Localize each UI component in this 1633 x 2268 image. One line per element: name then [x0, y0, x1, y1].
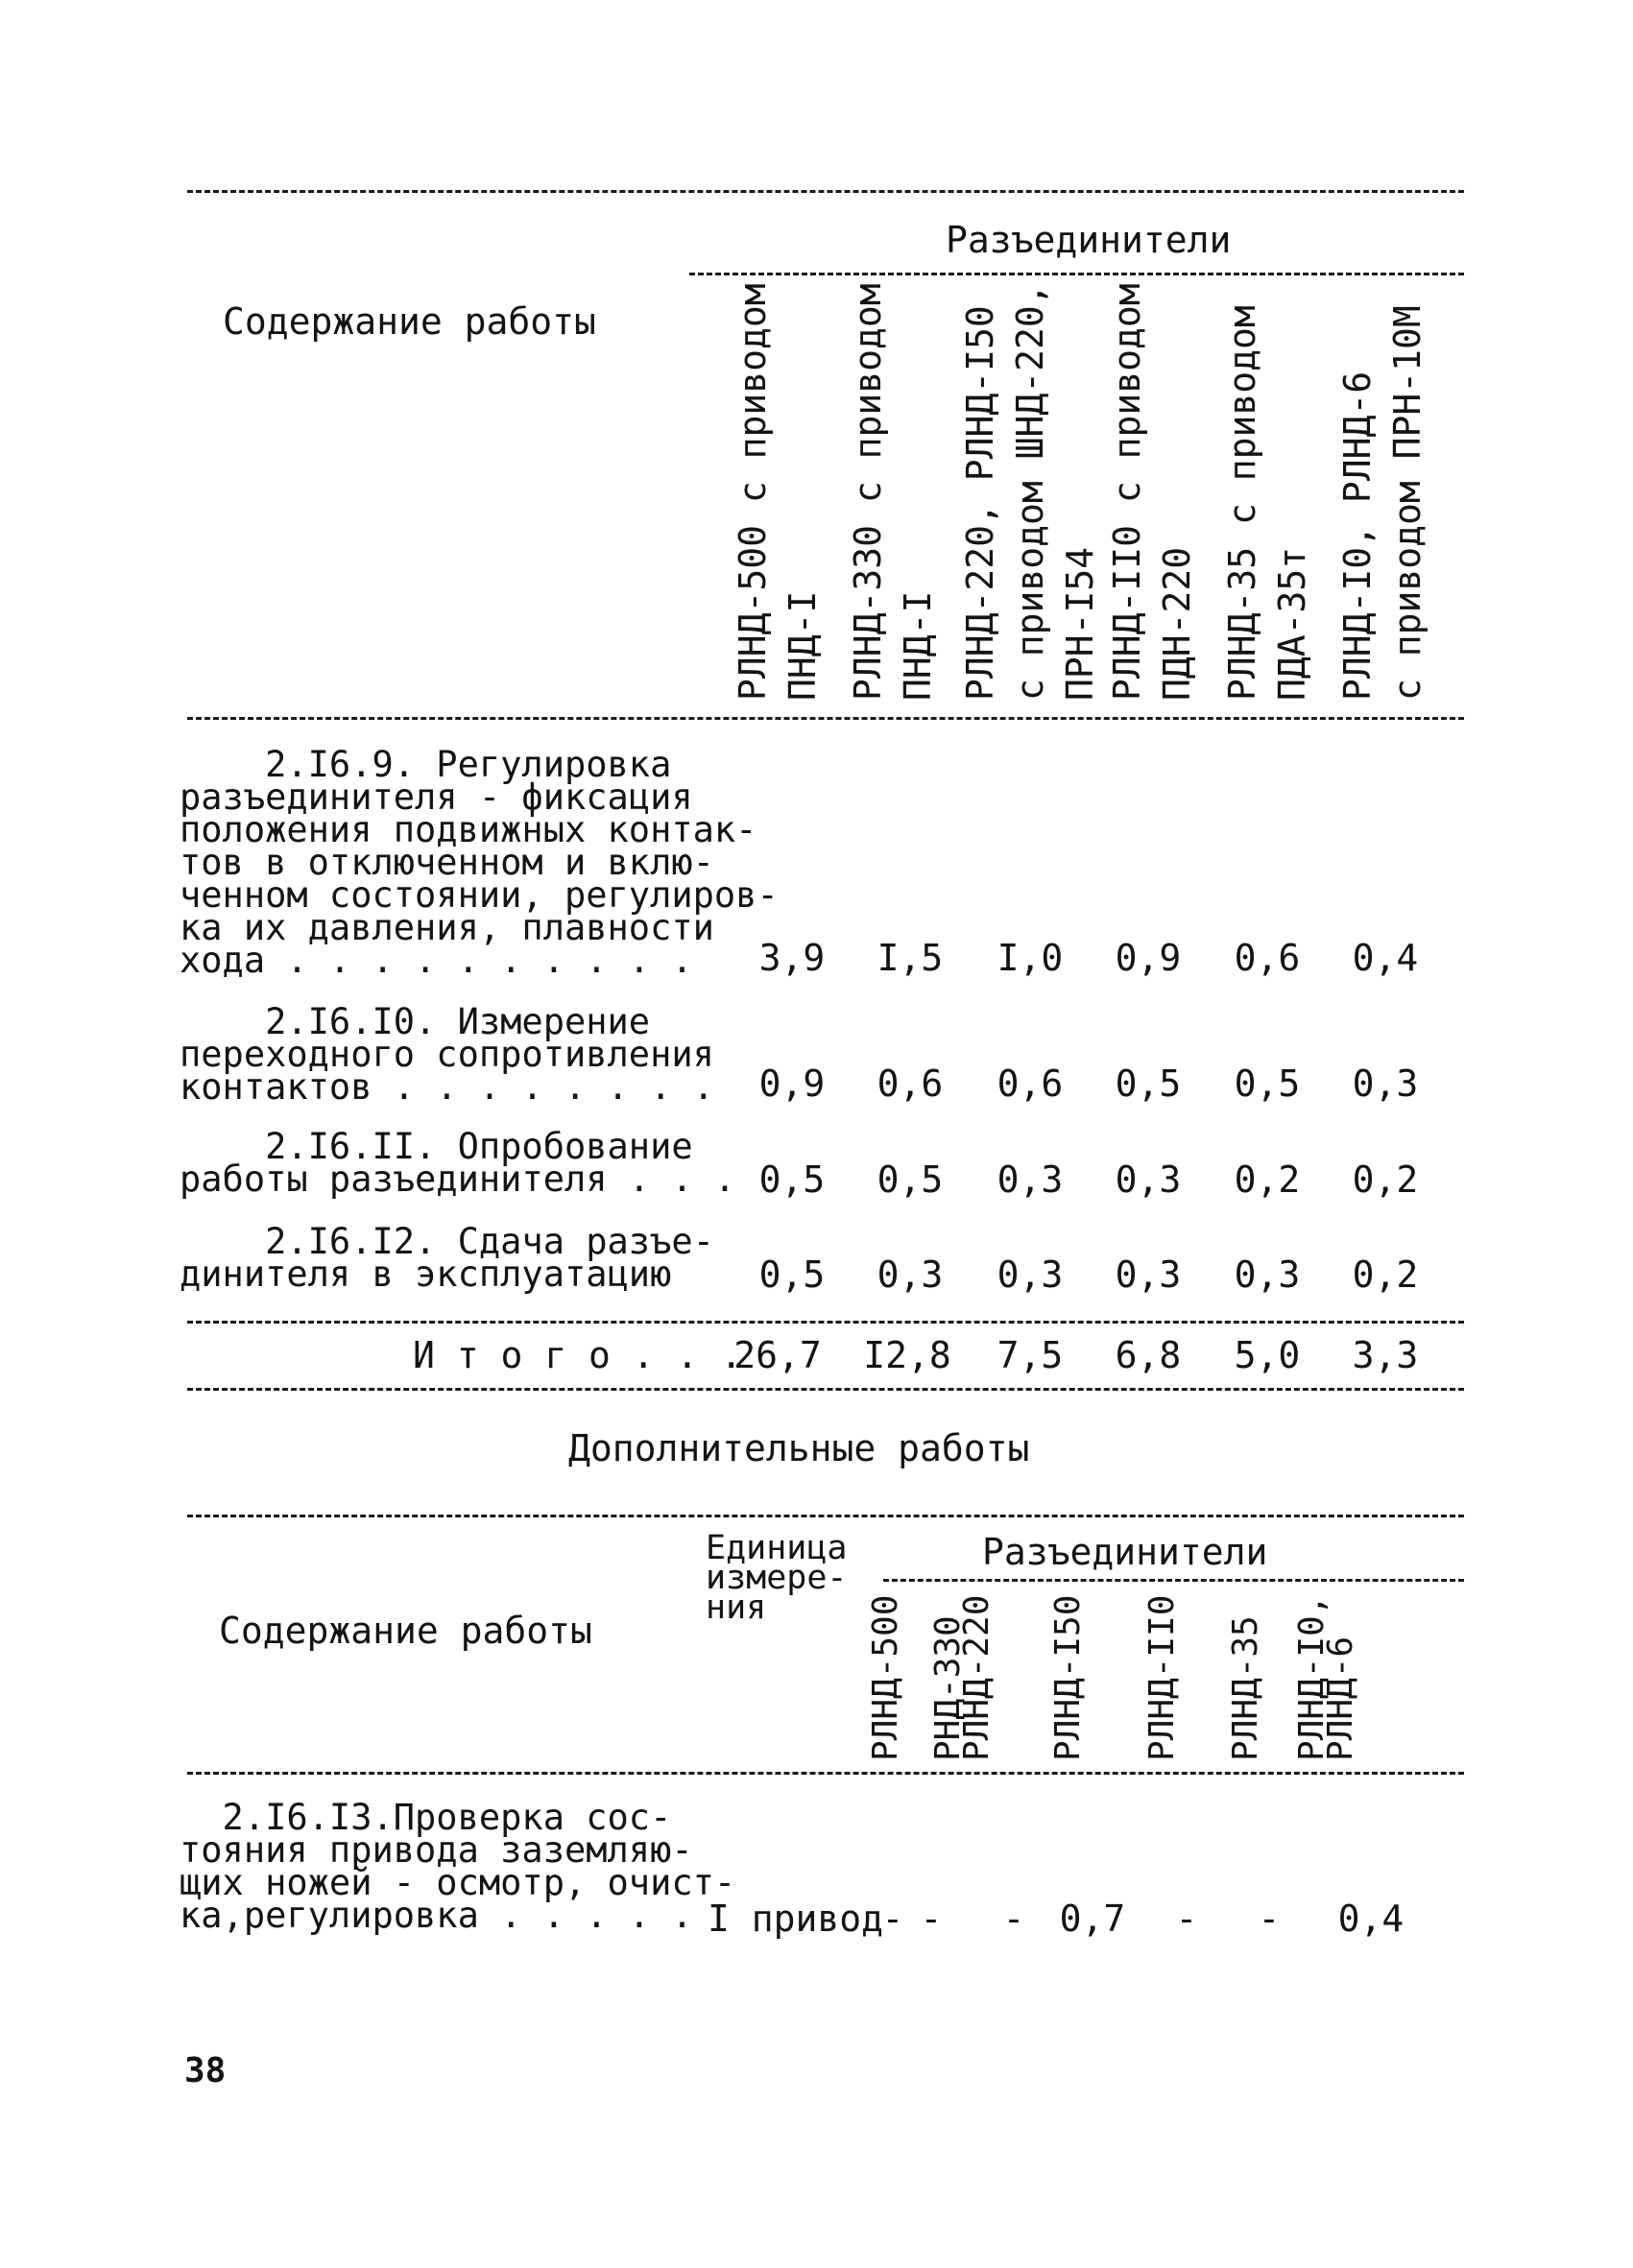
table2-top-rule: [187, 1515, 1464, 1520]
table2-column-header: РЛНД-I50: [1048, 1594, 1088, 1761]
table1-total-cell: 26,7: [733, 1334, 822, 1376]
table1-cell: 0,3: [1115, 1253, 1182, 1296]
table2-content-header: Содержание работы: [219, 1610, 592, 1652]
table1-cell: 0,5: [758, 1158, 826, 1201]
table1-cell: 0,3: [1115, 1158, 1182, 1201]
table1-content-header: Содержание работы: [223, 300, 596, 343]
table1-cell: 0,2: [1352, 1253, 1419, 1296]
table1-cell: 0,5: [877, 1158, 944, 1201]
table2-column-header: РЛНД-500: [866, 1594, 905, 1761]
table1-cell: 0,3: [1234, 1253, 1301, 1296]
table1-group-header: Разъединители: [946, 219, 1232, 261]
table1-total-rule: [187, 1321, 1464, 1326]
table1-total-cell: I2,8: [863, 1334, 951, 1376]
table1-bottom-rule: [187, 1388, 1464, 1394]
table1-row-text: 2.I6.I2. Сдача разъе- динителя в эксплуатацию: [180, 1221, 714, 1295]
table2-cell: -: [1002, 1898, 1025, 1940]
table1-row-text: 2.I6.II. Опробование работы разъединителя . . .: [180, 1126, 736, 1200]
table2-row-text: 2.I6.I3.Проверка сос- тояния привода заземляю- щих ножей - осмотр, очист- ка,регулировка . . . . .: [180, 1797, 736, 1936]
table2-column-header: РЛНД-II0: [1142, 1594, 1182, 1761]
table1-total-cell: 3,3: [1352, 1334, 1419, 1376]
table1-total-cell: 6,8: [1115, 1334, 1182, 1376]
table1-cell: 0,6: [997, 1062, 1064, 1105]
table2-cell: 0,4: [1337, 1898, 1405, 1940]
table2-cell: 0,7: [1059, 1898, 1126, 1940]
table1-row-text: 2.I6.I0. Измерение переходного сопротивления контактов . . . . . . . .: [180, 1001, 714, 1108]
table1-total-label: И т о г о . . .: [413, 1334, 743, 1376]
table1-group-rule: [689, 273, 1464, 278]
table1-cell: 0,5: [1234, 1062, 1301, 1105]
table1-total-cell: 5,0: [1234, 1334, 1301, 1376]
table1-top-rule: [187, 190, 1464, 196]
table1-column-header: РЛНД-35 с приводом ПДА-35т: [1221, 305, 1313, 701]
table2-column-header: РНД-330 РЛНД-220: [928, 1594, 997, 1761]
table1-column-header: РЛНД-330 с приводом ПНД-I: [847, 283, 939, 701]
table1-column-header: РЛНД-I0, РЛНД-6 с приводом ПРН-10М: [1336, 305, 1429, 701]
table2-cell: -: [1175, 1898, 1198, 1940]
table1-cell: 0,3: [877, 1253, 944, 1296]
table2-cell: -: [881, 1898, 904, 1940]
table1-total-cell: 7,5: [997, 1334, 1064, 1376]
table2-column-header: РЛНД-I0, РЛНД-6: [1292, 1594, 1360, 1761]
table1-cell: 0,3: [1352, 1062, 1419, 1105]
table2-group-header: Разъединители: [982, 1531, 1268, 1573]
page-number: 38: [184, 2051, 227, 2090]
table2-header-rule: [187, 1772, 1464, 1778]
table1-cell: 0,2: [1352, 1158, 1419, 1201]
table1-cell: 0,2: [1234, 1158, 1301, 1201]
table1-cell: I,0: [997, 937, 1064, 979]
table2-cell: -: [1258, 1898, 1281, 1940]
table1-cell: 0,3: [997, 1158, 1064, 1201]
table2-unit-header: Единица измере- ния: [706, 1529, 848, 1627]
table1-cell: 3,9: [758, 937, 826, 979]
table1-cell: 0,9: [758, 1062, 826, 1105]
table1-row-text: 2.I6.9. Регулировка разъединителя - фиксация положения подвижных контак- тов в отключенном и вклю- ченном состоянии, регулиров- ка их давления, плавности хода . . . . . . . . . .: [180, 744, 779, 981]
table1-column-header: РЛНД-II0 с приводом ПДН-220: [1106, 283, 1198, 701]
table1-cell: 0,4: [1352, 937, 1419, 979]
table1-header-rule: [187, 717, 1464, 723]
table1-cell: 0,5: [758, 1253, 826, 1296]
table1-cell: 0,3: [997, 1253, 1064, 1296]
table1-cell: I,5: [877, 937, 944, 979]
table2-cell: -: [920, 1898, 943, 1940]
table2-column-header: РЛНД-35: [1226, 1615, 1265, 1761]
table1-cell: 0,6: [877, 1062, 944, 1105]
table2-unit-cell: I привод: [708, 1898, 884, 1940]
table2-group-rule: [883, 1579, 1464, 1585]
additional-works-title: Дополнительные работы: [568, 1427, 1030, 1469]
table1-cell: 0,6: [1234, 937, 1301, 979]
table1-column-header: РЛНД-500 с приводом ПНД-I: [732, 283, 824, 701]
table1-cell: 0,5: [1115, 1062, 1182, 1105]
table1-cell: 0,9: [1115, 937, 1182, 979]
table1-column-header: РЛНД-220, РЛНД-I50 с приводом ШНД-220, ПРН-I54: [959, 283, 1101, 701]
